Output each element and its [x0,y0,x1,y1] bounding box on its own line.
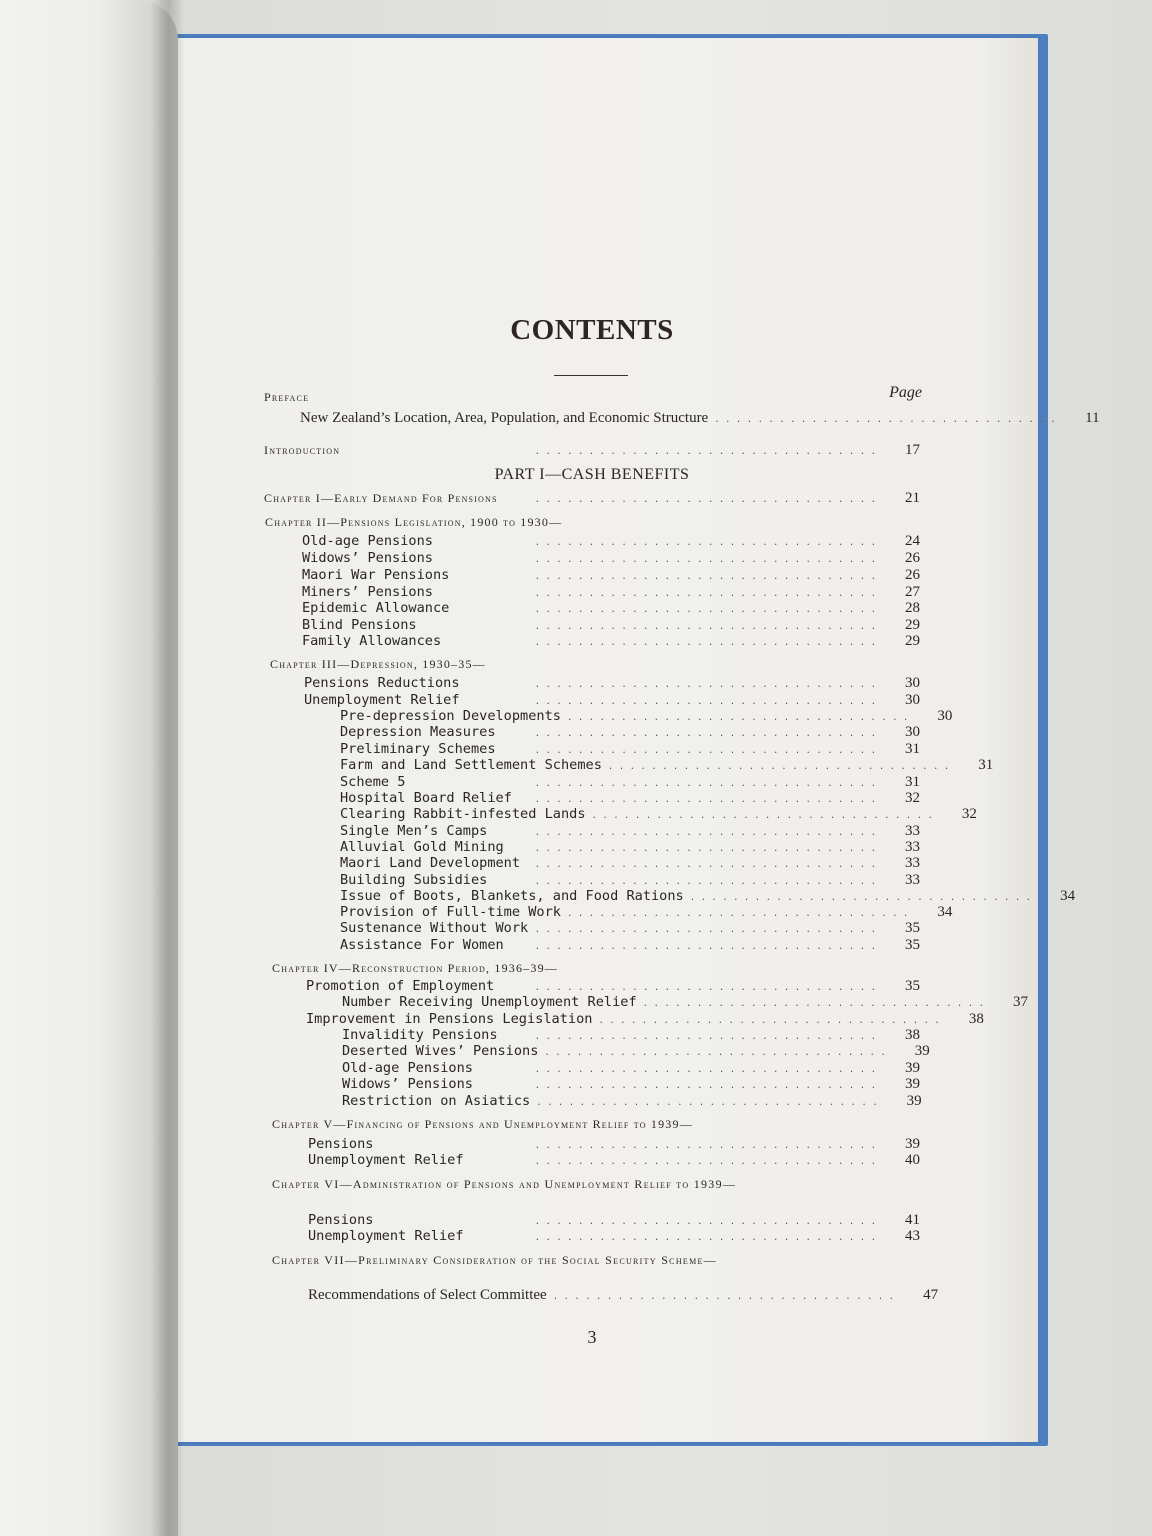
entry-label: Epidemic Allowance [302,600,450,616]
toc-entry[interactable] [302,617,920,634]
entry-label: Unemployment Relief [308,1152,464,1168]
entry-label: Blind Pensions [302,617,417,633]
entry-label: Issue of Boots, Blankets, and Food Rations [340,888,684,904]
entry-label: Number Receiving Unemployment Relief [342,994,637,1010]
dot-leader: . . . . . . . . . . . . . . . . . . . . . . . . . . . . . . . . [642,999,985,1009]
dot-leader: . . . . . . . . . . . . . . . . . . . . . . . . . . . . . . . . [534,942,876,952]
title-rule [554,375,628,376]
entry-page: 34 [1060,888,1076,904]
entry-page: 28 [905,600,920,616]
toc-entry[interactable] [302,584,920,601]
entry-label: Pensions [308,1212,374,1228]
entry-page: 31 [978,757,994,773]
entry-page: 47 [923,1287,939,1303]
entry-label: Improvement in Pensions Legislation [306,1011,593,1027]
entry-page: 24 [905,533,920,549]
entry-page: 29 [905,617,920,633]
toc-entry[interactable] [302,567,920,584]
entry-label: Hospital Board Relief [340,790,512,806]
entry-page: 33 [905,823,920,839]
entry-page: 32 [905,790,920,806]
dot-leader: . . . . . . . . . . . . . . . . . . . . . . . . . . . . . . . . [534,828,876,838]
entry-page: 43 [905,1228,920,1244]
toc-entry[interactable] [302,633,920,650]
dot-leader: . . . . . . . . . . . . . . . . . . . . . . . . . . . . . . . . [714,415,1056,425]
entry-label: Sustenance Without Work [340,920,529,936]
toc-entry[interactable] [340,823,920,840]
toc-entry[interactable] [308,1152,920,1169]
dot-leader: . . . . . . . . . . . . . . . . . . . . . . . . . . . . . . . . [534,572,876,582]
dot-leader: . . . . . . . . . . . . . . . . . . . . . . . . . . . . . . . . [534,622,876,632]
toc-entry[interactable] [340,937,920,954]
toc-entry[interactable] [340,855,920,872]
entry-page: 39 [906,1093,922,1109]
entry-page: 32 [961,806,977,822]
entry-label: Widows’ Pensions [342,1076,473,1092]
dot-leader: . . . . . . . . . . . . . . . . . . . . . . . . . . . . . . . . [534,680,876,690]
dot-leader: . . . . . . . . . . . . . . . . . . . . . . . . . . . . . . . . [534,729,876,739]
toc-entry-introduction[interactable] [264,442,920,459]
dot-leader: . . . . . . . . . . . . . . . . . . . . . . . . . . . . . . . . [534,638,876,648]
toc-entry[interactable] [306,978,920,995]
entry-page: 31 [905,774,920,790]
entry-label: Chapter V—Financing of Pensions and Unemployment Relief to 1939— [272,1117,693,1131]
entry-page: 30 [937,708,953,724]
entry-label: Depression Measures [340,724,496,740]
entry-page: 26 [905,567,920,583]
entry-page: 33 [905,839,920,855]
dot-leader: . . . . . . . . . . . . . . . . . . . . . . . . . . . . . . . . [534,877,876,887]
toc-entry[interactable] [302,533,920,550]
toc-entry[interactable] [340,741,920,758]
entry-label: Old-age Pensions [302,533,433,549]
entry-page: 31 [905,741,920,757]
dot-leader: . . . . . . . . . . . . . . . . . . . . . . . . . . . . . . . . [534,844,876,854]
entry-label: Pre-depression Developments [340,708,561,724]
entry-label: Provision of Full-time Work [340,904,561,920]
entry-page: 37 [1013,994,1029,1010]
dot-leader: . . . . . . . . . . . . . . . . . . . . . . . . . . . . . . . . [689,893,1032,903]
dot-leader: . . . . . . . . . . . . . . . . . . . . . . . . . . . . . . . . [534,605,876,615]
toc-entry[interactable] [342,1093,920,1110]
entry-label: Restriction on Asiatics [342,1093,531,1109]
toc-entry-preface[interactable] [264,389,924,406]
entry-label: Assistance For Women [340,937,504,953]
entry-label: Maori Land Development [340,855,521,871]
dot-leader: . . . . . . . . . . . . . . . . . . . . . . . . . . . . . . . . [534,1217,876,1227]
entry-label: Pensions Reductions [304,675,460,691]
entry-label: Unemployment Relief [308,1228,464,1244]
entry-page: 41 [905,1212,920,1228]
page-number: 3 [587,1327,597,1347]
dot-leader: . . . . . . . . . . . . . . . . . . . . . . . . . . . . . . . . [598,1016,940,1026]
entry-label: Chapter III—Depression, 1930–35— [270,657,486,671]
page-title: CONTENTS [510,314,674,346]
entry-page: 26 [905,550,920,566]
entry-label: Deserted Wives’ Pensions [342,1043,539,1059]
entry-page: 38 [968,1011,984,1027]
entry-label: Chapter I—Early Demand For Pensions [264,491,498,505]
part-heading: PART I—CASH BENEFITS [494,466,690,483]
entry-page: 34 [937,904,953,920]
dot-leader: . . . . . . . . . . . . . . . . . . . . . . . . . . . . . . . . [534,697,876,707]
entry-page: 38 [905,1027,920,1043]
toc-entry[interactable] [302,550,920,567]
entry-label: Miners’ Pensions [302,584,433,600]
book-gutter [150,0,184,1536]
entry-label: Introduction [264,443,341,457]
dot-leader: . . . . . . . . . . . . . . . . . . . . . . . . . . . . . . . . [534,1081,876,1091]
dot-leader: . . . . . . . . . . . . . . . . . . . . . . . . . . . . . . . . [566,909,909,919]
dot-leader: . . . . . . . . . . . . . . . . . . . . . . . . . . . . . . . . [534,925,876,935]
dot-leader: . . . . . . . . . . . . . . . . . . . . . . . . . . . . . . . . [566,713,909,723]
toc-chapter[interactable] [272,1116,920,1133]
entry-label: Farm and Land Settlement Schemes [340,757,602,773]
dot-leader: . . . . . . . . . . . . . . . . . . . . . . . . . . . . . . . . [534,589,876,599]
toc-entry[interactable] [340,872,920,889]
dot-leader: . . . . . . . . . . . . . . . . . . . . . . . . . . . . . . . . [552,1292,895,1302]
entry-label: Preface [264,390,310,404]
entry-label: Single Men’s Camps [340,823,488,839]
toc-entry[interactable] [342,1027,920,1044]
toc-entry[interactable] [308,1228,920,1245]
entry-page: 35 [905,920,920,936]
toc-entry[interactable] [308,1287,939,1304]
entry-label: Preliminary Schemes [340,741,496,757]
entry-label: Alluvial Gold Mining [340,839,504,855]
entry-label: Old-age Pensions [342,1060,473,1076]
toc-entry[interactable] [342,1043,930,1060]
entry-page: 11 [1085,410,1100,426]
toc-entry[interactable] [340,790,920,807]
entry-page: 39 [905,1060,920,1076]
entry-page: 33 [905,872,920,888]
entry-page: 30 [905,692,920,708]
toc-chapter[interactable] [264,490,920,507]
dot-leader: . . . . . . . . . . . . . . . . . . . . . . . . . . . . . . . . [607,762,950,772]
dot-leader: . . . . . . . . . . . . . . . . . . . . . . . . . . . . . . . . [534,538,876,548]
entry-label: Unemployment Relief [304,692,460,708]
entry-label: Recommendations of Select Committee [308,1287,547,1303]
entry-label: Chapter IV—Reconstruction Period, 1936–39— [272,961,558,975]
toc-entry[interactable] [342,1076,920,1093]
toc-entry[interactable] [308,1136,920,1153]
dot-leader: . . . . . . . . . . . . . . . . . . . . . . . . . . . . . . . . [544,1048,886,1058]
toc-entry[interactable] [340,806,977,823]
dot-leader: . . . . . . . . . . . . . . . . . . . . . . . . . . . . . . . . [591,811,933,821]
entry-page: 35 [905,937,920,953]
toc-entry[interactable] [308,1212,920,1229]
entry-page: 35 [905,978,920,994]
entry-page: 21 [905,490,920,506]
dot-leader: . . . . . . . . . . . . . . . . . . . . . . . . . . . . . . . . [534,1065,876,1075]
toc-entry[interactable] [340,839,920,856]
toc-entry[interactable] [340,920,920,937]
toc-entry[interactable] [340,774,920,791]
entry-page: 30 [905,724,920,740]
dot-leader: . . . . . . . . . . . . . . . . . . . . . . . . . . . . . . . . [536,1098,878,1108]
dot-leader: . . . . . . . . . . . . . . . . . . . . . . . . . . . . . . . . [534,746,876,756]
entry-label: Pensions [308,1136,374,1152]
entry-page: 33 [905,855,920,871]
toc-entry[interactable] [302,600,920,617]
entry-label: Invalidity Pensions [342,1027,498,1043]
toc-chapter[interactable] [265,514,921,531]
dot-leader: . . . . . . . . . . . . . . . . . . . . . . . . . . . . . . . . [534,860,876,870]
toc-chapter[interactable] [272,960,920,977]
toc-entry[interactable] [340,708,953,725]
entry-page: 39 [905,1136,920,1152]
entry-label: Family Allowances [302,633,442,649]
entry-page: 30 [905,675,920,691]
toc-entry[interactable] [304,675,920,692]
toc-chapter-heading[interactable]: Chapter VI—Administration of Pensions and Unemployment Relief to 1939— [272,1177,737,1191]
entry-page: 40 [905,1152,920,1168]
toc-entry[interactable] [306,1011,984,1028]
toc-entry[interactable] [340,904,953,921]
entry-page: 39 [905,1076,920,1092]
dot-leader: . . . . . . . . . . . . . . . . . . . . . . . . . . . . . . . . [534,555,876,565]
entry-page: 27 [905,584,920,600]
entry-label: Clearing Rabbit-infested Lands [340,806,586,822]
toc-entry[interactable] [340,757,994,774]
entry-page: 29 [905,633,920,649]
entry-label: Building Subsidies [340,872,488,888]
toc-entry[interactable] [342,1060,920,1077]
entry-label: Promotion of Employment [306,978,495,994]
dot-leader: . . . . . . . . . . . . . . . . . . . . . . . . . . . . . . . . [534,779,876,789]
toc-chapter-heading[interactable]: Chapter VII—Preliminary Consideration of the Social Security Scheme— [272,1253,717,1267]
toc-entry[interactable] [342,994,1029,1011]
page-column-heading: Page [889,384,922,401]
dot-leader: . . . . . . . . . . . . . . . . . . . . . . . . . . . . . . . . [534,1233,876,1243]
dot-leader: . . . . . . . . . . . . . . . . . . . . . . . . . . . . . . . . [534,1157,876,1167]
dot-leader: . . . . . . . . . . . . . . . . . . . . . . . . . . . . . . . . [534,447,876,457]
toc-chapter[interactable] [270,656,920,673]
dot-leader: . . . . . . . . . . . . . . . . . . . . . . . . . . . . . . . . [534,983,876,993]
entry-label: New Zealand’s Location, Area, Population, and Economic Structure [300,410,709,426]
toc-entry[interactable] [304,692,920,709]
toc-entry[interactable] [300,410,1100,427]
toc-entry[interactable] [340,724,920,741]
dot-leader: . . . . . . . . . . . . . . . . . . . . . . . . . . . . . . . . [534,795,876,805]
dot-leader: . . . . . . . . . . . . . . . . . . . . . . . . . . . . . . . . [534,1032,876,1042]
entry-label: Widows’ Pensions [302,550,433,566]
toc-entry[interactable] [340,888,1076,905]
dot-leader: . . . . . . . . . . . . . . . . . . . . . . . . . . . . . . . . [534,495,876,505]
entry-page: 39 [914,1043,930,1059]
entry-label: Maori War Pensions [302,567,450,583]
entry-label: Chapter II—Pensions Legislation, 1900 to 1930— [265,515,563,529]
dot-leader: . . . . . . . . . . . . . . . . . . . . . . . . . . . . . . . . [534,1141,876,1151]
entry-page: 17 [905,442,920,458]
entry-label: Scheme 5 [340,774,406,790]
